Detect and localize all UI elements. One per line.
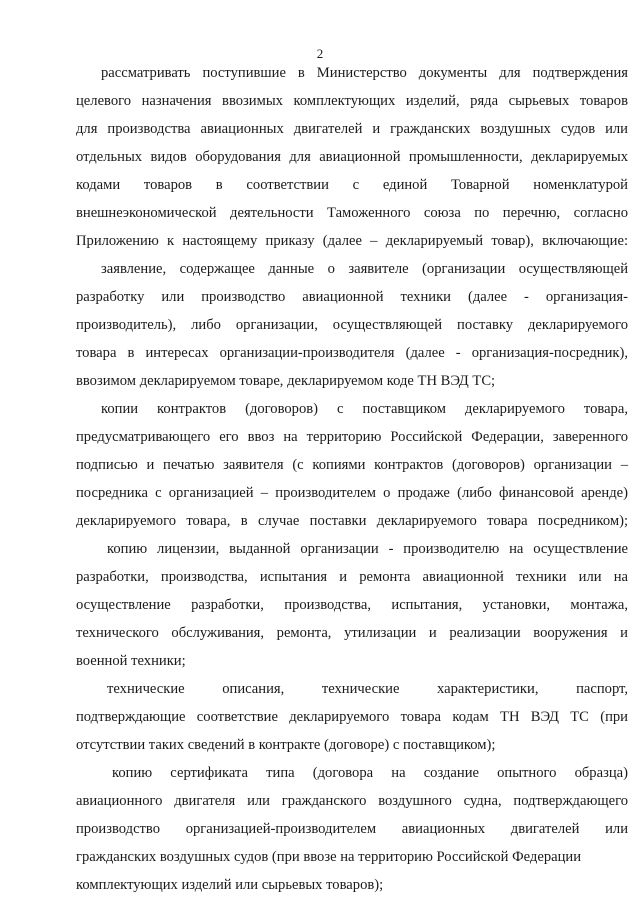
text-line: заявление, содержащее данные о заявителе (организации осуществляющей xyxy=(101,261,628,277)
text-line: целевого назначения ввозимых комплектующих изделий, ряда сырьевых товаров xyxy=(76,93,628,109)
text-line: копию лицензии, выданной организации - производителю на осуществление xyxy=(107,541,628,557)
text-line: отсутствии таких сведений в контракте (договоре) с поставщиком); xyxy=(76,737,496,753)
text-line: технического обслуживания, ремонта, утилизации и реализации вооружения и xyxy=(76,625,628,641)
text-line: военной техники; xyxy=(76,653,186,669)
text-line: посредника с организацией – производителем о продаже (либо финансовой аренде) xyxy=(76,485,628,501)
text-line: Приложению к настоящему приказу (далее – декларируемый товар), включающие: xyxy=(76,233,628,249)
text-line: ввозимом декларируемом товаре, декларируемом коде ТН ВЭД ТС; xyxy=(76,373,496,389)
text-line: копию сертификата типа (договора на создание опытного образца) xyxy=(112,765,628,781)
text-line: авиационного двигателя или гражданского воздушного судна, подтверждающего xyxy=(76,793,628,809)
text-line: комплектующих изделий или сырьевых товаров); xyxy=(76,877,384,893)
page-number: 2 xyxy=(316,46,324,61)
text-line: производитель), либо организации, осуществляющей поставку декларируемого xyxy=(76,317,628,333)
text-line: кодами товаров в соответствии с единой Товарной номенклатурой xyxy=(76,177,628,193)
text-line: отдельных видов оборудования для авиационной промышленности, декларируемых xyxy=(76,149,628,165)
text-line: производство организацией-производителем авиационных двигателей или xyxy=(76,821,628,837)
text-line: копии контрактов (договоров) с поставщиком декларируемого товара, xyxy=(101,401,628,417)
text-line: рассматривать поступившие в Министерство документы для подтверждения xyxy=(101,65,628,81)
text-line: разработки, производства, испытания и ремонта авиационной техники или на xyxy=(76,569,628,585)
text-line: декларируемого товара, в случае поставки декларируемого товара посредником); xyxy=(76,513,628,529)
text-line: внешнеэкономической деятельности Таможенного союза по перечню, согласно xyxy=(76,205,628,221)
text-line: подписью и печатью заявителя (с копиями контрактов (договоров) организации – xyxy=(76,457,628,473)
text-line: технические описания, технические характеристики, паспорт, xyxy=(107,681,628,697)
text-line: разработку или производство авиационной техники (далее - организация- xyxy=(76,289,628,305)
text-line: подтверждающие соответствие декларируемого товара кодам ТН ВЭД ТС (при xyxy=(76,709,628,725)
text-line: гражданских воздушных судов (при ввозе на территорию Российской Федерации xyxy=(76,849,582,865)
text-line: для производства авиационных двигателей и гражданских воздушных судов или xyxy=(76,121,628,137)
text-line: товара в интересах организации-производителя (далее - организация-посредник), xyxy=(76,345,628,361)
text-line: предусматривающего его ввоз на территорию Российской Федерации, заверенного xyxy=(76,429,628,445)
text-line: осуществление разработки, производства, испытания, установки, монтажа, xyxy=(76,597,628,613)
